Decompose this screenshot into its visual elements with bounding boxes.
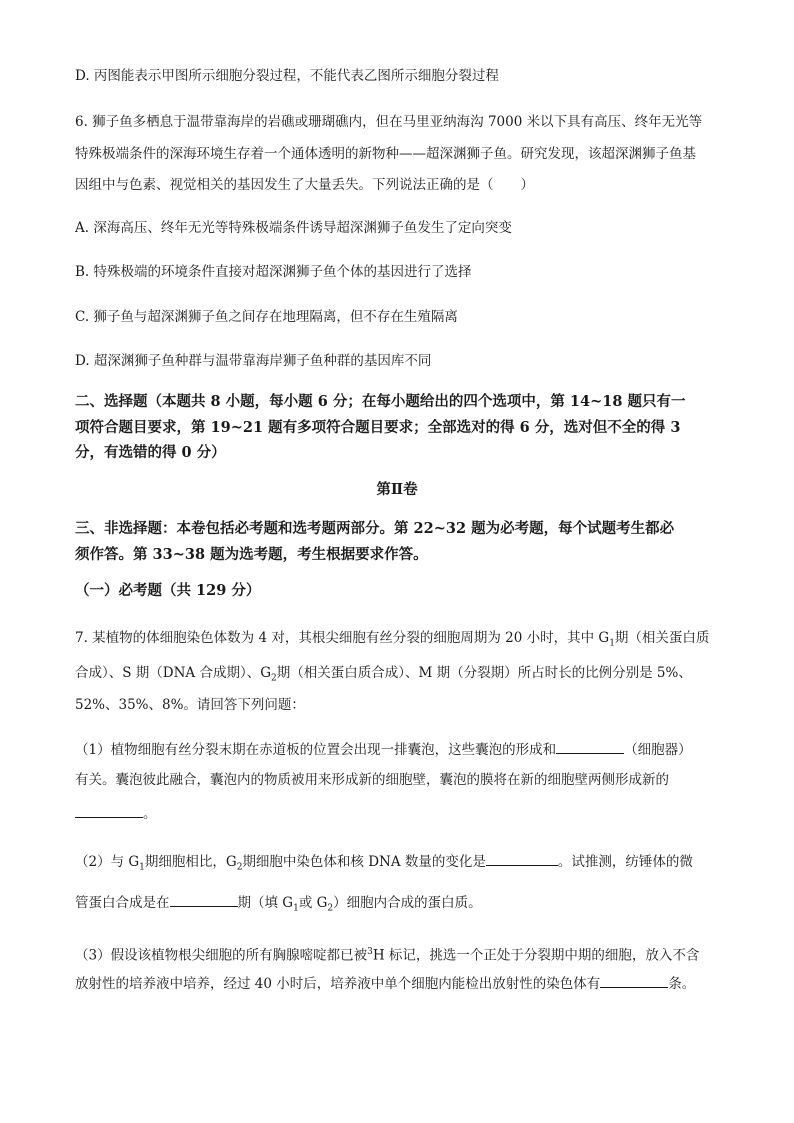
- q6-option-c: C. 狮子鱼与超深渊狮子鱼之间存在地理隔离，但不存在生殖隔离: [75, 309, 458, 325]
- section2-line-3: 分，有选错的得 0 分）: [75, 444, 226, 461]
- q5-option-d: D. 丙图能表示甲图所示细胞分裂过程，不能代表乙图所示细胞分裂过程: [75, 68, 499, 84]
- q6-option-b: B. 特殊极端的环境条件直接对超深渊狮子鱼个体的基因进行了选择: [75, 264, 472, 280]
- q7-part1-line-3: 。: [75, 803, 157, 824]
- q6-option-a: A. 深海高压、终年无光等特殊极端条件诱导超深渊狮子鱼发生了定向突变: [75, 220, 512, 236]
- section2-line-1: 二、选择题（本题共 8 小题，每小题 6 分；在每小题给出的四个选项中，第 14~18 题只有一: [75, 393, 686, 410]
- q7-part1-line-2: 有关。囊泡彼此融合，囊泡内的物质被用来形成新的细胞壁，囊泡的膜将在新的细胞壁两侧形成新的: [75, 772, 669, 788]
- answer-blank[interactable]: [486, 851, 558, 866]
- answer-blank[interactable]: [170, 892, 238, 907]
- section3-line-2: 须作答。第 33~38 题为选考题，考生根据要求作答。: [75, 546, 428, 563]
- q6-option-d: D. 超深渊狮子鱼种群与温带靠海岸狮子鱼种群的基因库不同: [75, 353, 432, 369]
- q7-part3-line-2: 放射性的培养液中培养，经过 40 小时后，培养液中单个细胞内能检出放射性的染色体有 条。: [75, 973, 695, 994]
- section3-line-1: 三、非选择题：本卷包括必考题和选考题两部分。第 22~32 题为必考题，每个试题考生都必: [75, 520, 675, 537]
- q7-stem-line-1: 7. 某植物的体细胞染色体数为 4 对，其根尖细胞有丝分裂的细胞周期为 20 小时，其中 $G_1$期（相关蛋白质: [75, 630, 710, 649]
- answer-blank[interactable]: [75, 803, 143, 818]
- q7-part2-line-2: 管蛋白合成是在 期（填 $G_1$或 $G_2$）细胞内合成的蛋白质。: [75, 892, 482, 919]
- section2-line-2: 项符合题目要求，第 19~21 题有多项符合题目要求；全部选对的得 6 分，选对但不全的得 3: [75, 419, 681, 436]
- q7-part3-line-1: （3）假设该植物根尖细胞的所有胸腺嘧啶都已被$^3$H 标记，挑选一个正处于分裂期中期的细胞，放入不含: [75, 947, 700, 964]
- volume-title: 第Ⅱ卷: [376, 481, 418, 498]
- required-questions-header: （一）必考题（共 129 分）: [75, 582, 261, 599]
- q6-stem-line-3: 因组中与色素、视觉相关的基因发生了大量丢失。下列说法正确的是（ ）: [75, 177, 534, 193]
- q7-stem-line-3: 52%、35%、8%。请回答下列问题：: [75, 697, 305, 713]
- q6-stem-line-1: 6. 狮子鱼多栖息于温带靠海岸的岩礁或珊瑚礁内，但在马里亚纳海沟 7000 米以下具有高压、终年无光等: [75, 114, 703, 130]
- q7-part1-line-1: （1）植物细胞有丝分裂末期在赤道板的位置会出现一排囊泡，这些囊泡的形成和 （细胞器）: [75, 739, 692, 760]
- answer-blank[interactable]: [556, 739, 624, 754]
- answer-blank[interactable]: [600, 973, 668, 988]
- q7-part2-line-1: （2）与 $G_1$期细胞相比，$G_2$期细胞中染色体和核 DNA 数量的变化是 。试推测，纺锤体的微: [75, 851, 693, 878]
- q7-stem-line-2: 合成）、S 期（DNA 合成期）、$G_2$期（相关蛋白质合成）、M 期（分裂期）所占时长的比例分别是 5%、: [75, 665, 692, 684]
- q6-stem-line-2: 特殊极端条件的深海环境生存着一个通体透明的新物种——超深渊狮子鱼。研究发现，该超深渊狮子鱼基: [75, 146, 696, 162]
